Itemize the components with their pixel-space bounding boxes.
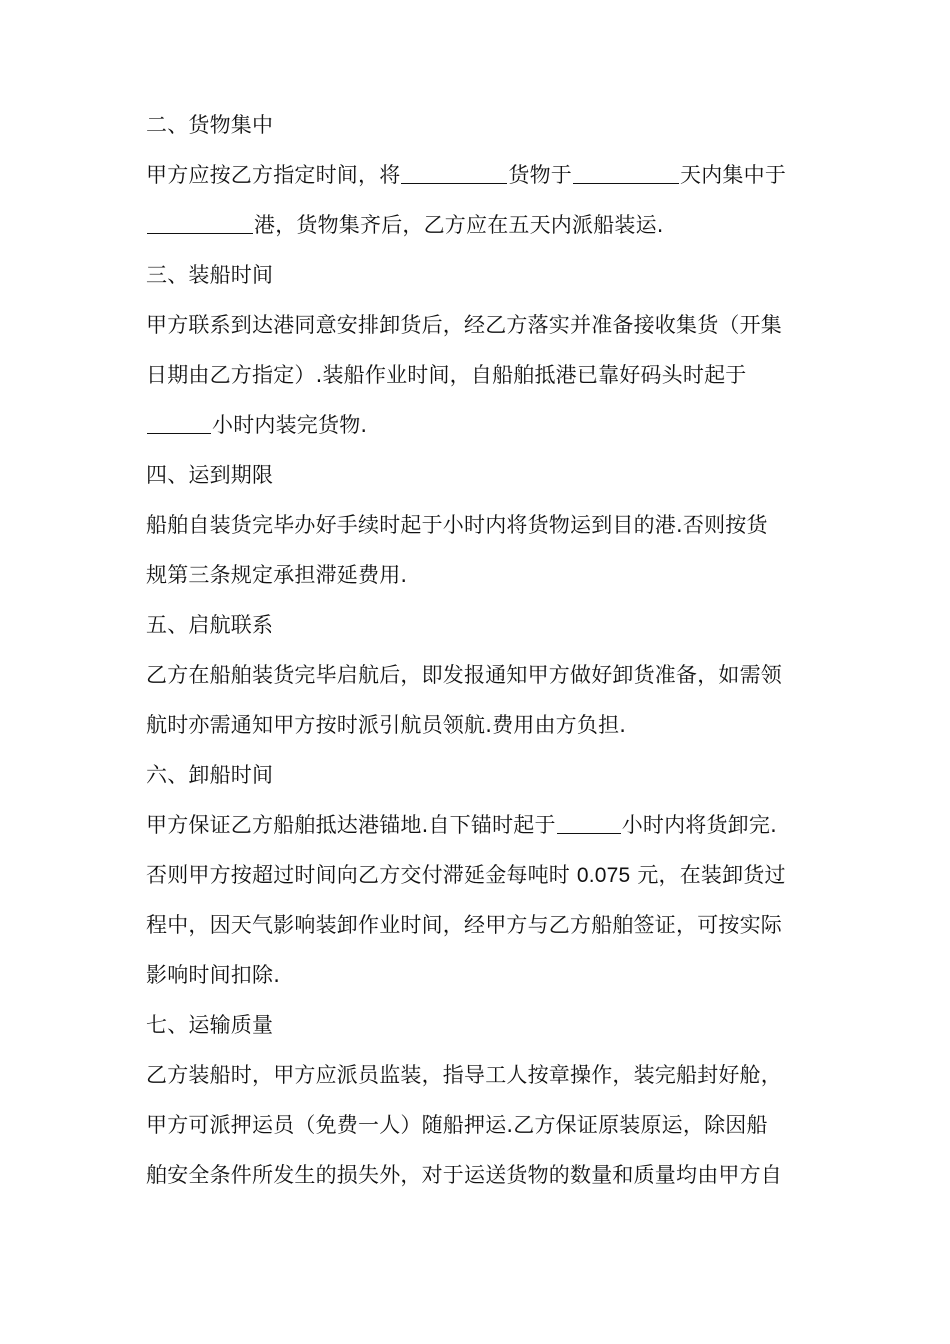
paragraph-line [146,200,826,250]
paragraph-line: 甲方可派押运员（免费一人）随船押运.乙方保证原装原运，除因船 [146,1113,768,1137]
paragraph-line: 舶安全条件所发生的损失外，对于运送货物的数量和质量均由甲方自 [146,1163,782,1187]
text-fragment: 港，货物集齐后，乙方应在五天内派船装运. [254,213,664,237]
demurrage-rate: 0.075 [576,864,631,887]
text-fragment: 小时内将货卸完. [621,813,777,837]
paragraph-line: 影响时间扣除. [146,963,281,987]
paragraph-line [146,850,826,900]
paragraph-line [146,150,826,200]
section-heading-loading-time: 三、装船时间 [146,263,274,287]
section-heading-cargo-concentration: 二、货物集中 [146,113,274,137]
text-fragment: 元，在装卸货过 [630,863,786,887]
text-fragment: 小时内装完货物. [212,413,368,437]
paragraph-line: 乙方装船时，甲方应派员监装，指导工人按章操作，装完船封好舱， [146,1063,782,1087]
fill-in-blank [401,182,507,184]
section-heading-departure-contact: 五、启航联系 [146,613,274,637]
paragraph-line: 乙方在船舶装货完毕启航后，即发报通知甲方做好卸货准备，如需领 [146,663,782,687]
paragraph-line: 程中，因天气影响装卸作业时间，经甲方与乙方船舶签证，可按实际 [146,913,782,937]
paragraph-line [146,400,826,450]
paragraph-line [146,800,826,850]
document-body [146,100,826,1200]
paragraph-line: 甲方联系到达港同意安排卸货后，经乙方落实并准备接收集货（开集 [146,313,782,337]
fill-in-blank [147,432,211,434]
paragraph-line: 航时亦需通知甲方按时派引航员领航.费用由方负担. [146,713,627,737]
fill-in-blank [147,232,253,234]
paragraph-line: 日期由乙方指定）.装船作业时间，自船舶抵港已靠好码头时起于 [146,363,747,387]
paragraph-line: 船舶自装货完毕办好手续时起于小时内将货物运到目的港.否则按货 [146,513,768,537]
text-fragment: 否则甲方按超过时间向乙方交付滞延金每吨时 [146,863,577,887]
section-heading-unloading-time: 六、卸船时间 [146,763,274,787]
section-heading-transport-quality: 七、运输质量 [146,1013,274,1037]
paragraph-line: 规第三条规定承担滞延费用. [146,563,408,587]
text-fragment: 甲方应按乙方指定时间，将 [146,163,401,187]
text-fragment: 甲方保证乙方船舶抵达港锚地.自下锚时起于 [146,813,556,837]
fill-in-blank [557,832,621,834]
text-fragment: 天内集中于 [680,163,787,187]
text-fragment: 货物于 [508,163,573,187]
section-heading-delivery-deadline: 四、运到期限 [146,463,274,487]
fill-in-blank [573,182,679,184]
